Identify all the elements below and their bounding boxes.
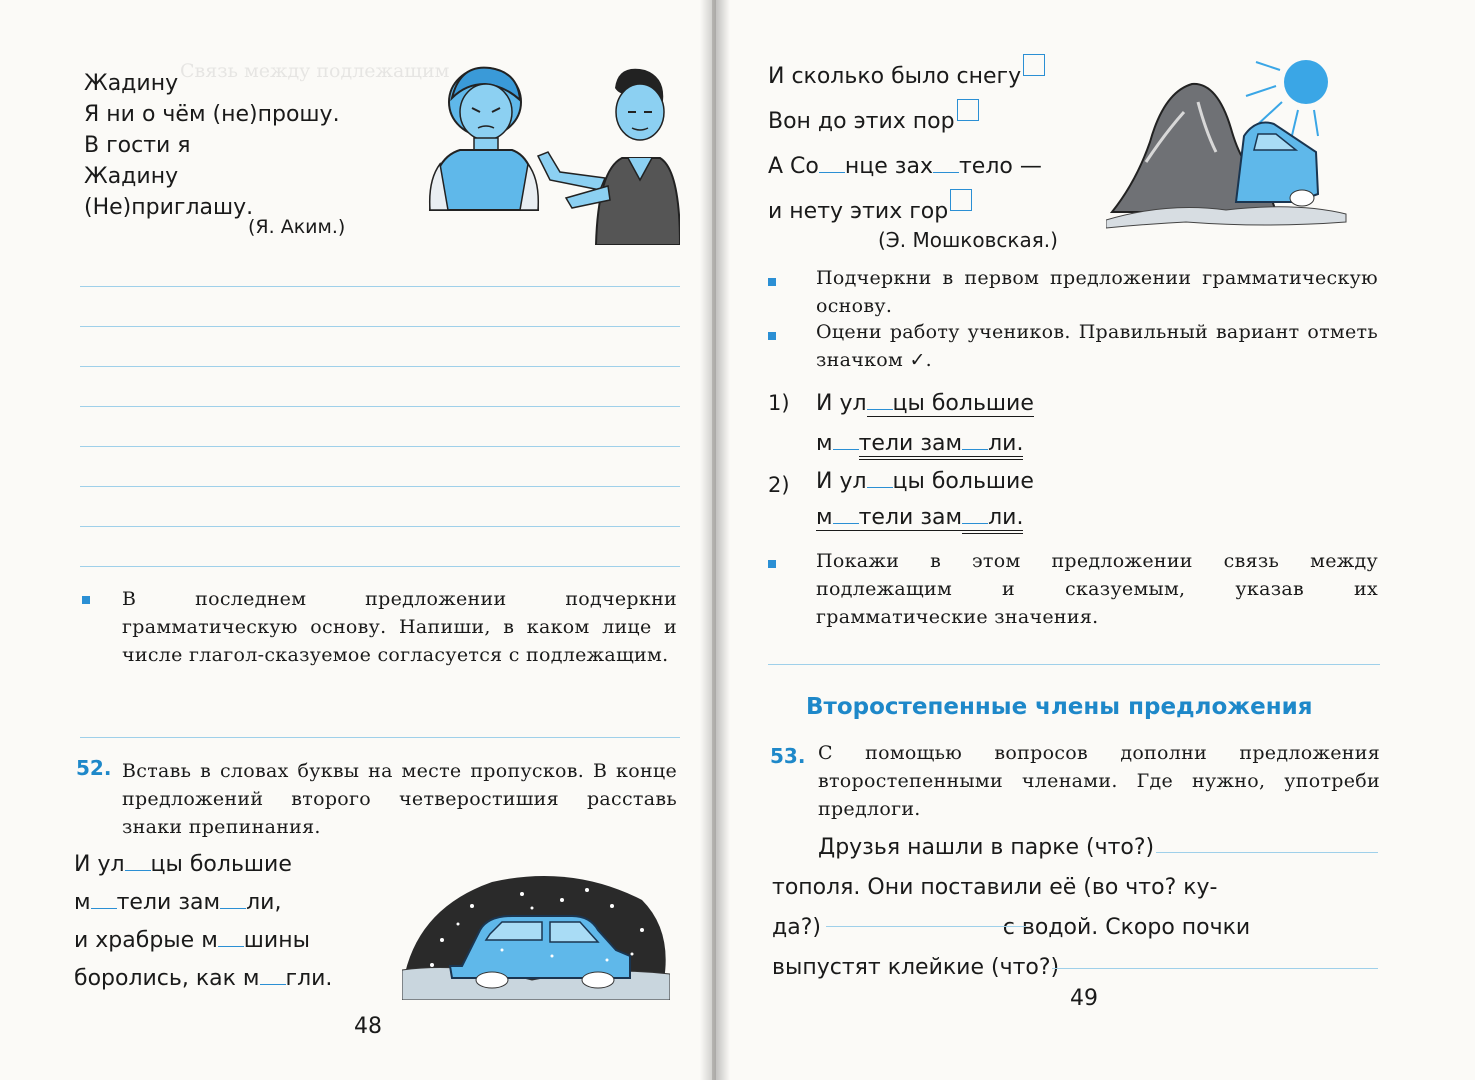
task-show-connection: Покажи в этом предложении связь между подлежащим и сказуемым, указав их грамматические значения. (816, 550, 1378, 628)
exercise-52-text: Вставь в словах буквы на месте пропусков. В конце предложений второго четверостишия расставь знаки препинания. (122, 760, 677, 838)
letter-gap[interactable] (218, 924, 244, 947)
answer-line[interactable] (826, 926, 1026, 927)
task-bullet (768, 278, 776, 286)
letter-gap[interactable] (260, 962, 286, 985)
writing-line[interactable] (80, 486, 680, 487)
bleed-through-text: Связь между подлежащим (180, 60, 450, 82)
right-page (716, 0, 1475, 1080)
page-number: 49 (1070, 986, 1098, 1011)
letter-gap (962, 501, 988, 524)
letter-gap (833, 427, 859, 450)
punctuation-box[interactable] (957, 99, 979, 121)
letter-gap (867, 465, 893, 488)
punctuation-box[interactable] (950, 189, 972, 211)
task-underline-basis: Подчеркни в первом предложении грамматическую основу. (816, 267, 1378, 317)
car-in-snow-illustration (402, 870, 670, 1000)
writing-line[interactable] (80, 737, 680, 738)
task-last-sentence: В последнем предложении подчеркни грамматическую основу. Напиши, в каком лице и числе глагол-сказуемое согласуется с подлежащим. (122, 588, 677, 666)
ex53-line: тополя. Они поставили её (во что? ку- (772, 875, 1218, 900)
poem-line: боролись, как м гли. (74, 960, 332, 998)
poem-line: А Со нце зах тело — (768, 144, 1045, 189)
writing-line[interactable] (80, 526, 680, 527)
poem-line: и нету этих гор (768, 189, 1045, 234)
writing-line[interactable] (80, 326, 680, 327)
poem-line: Вон до этих пор (768, 99, 1045, 144)
variant-line: м тели зам ли. (816, 500, 1034, 536)
page-number: 48 (354, 1014, 382, 1039)
writing-line[interactable] (80, 566, 680, 567)
variant-2-number: 2) (768, 473, 790, 497)
poem-block (84, 70, 340, 225)
writing-line[interactable] (80, 366, 680, 367)
letter-gap[interactable] (819, 150, 845, 173)
variant-1[interactable] (816, 384, 1034, 464)
section-title: Второстепенные члены предложения (806, 694, 1313, 720)
poem-line: Жадину (84, 164, 179, 189)
ex53-line: да?) с водой. Скоро почки (772, 915, 1251, 940)
writing-line[interactable] (80, 406, 680, 407)
ex53-line: выпустят клейкие (что?) (772, 955, 1060, 980)
poem-line: И ул цы большие (74, 846, 332, 884)
poem-author: (Я. Аким.) (248, 216, 346, 238)
ex53-line: Друзья нашли в парке (что?) (818, 835, 1155, 860)
exercise-53-text: С помощью вопросов дополни предложения второстепенными членами. Где нужно, употреби предлоги. (818, 742, 1380, 820)
poem-line: м тели зам ли, (74, 884, 332, 922)
letter-gap[interactable] (933, 150, 959, 173)
letter-gap (962, 427, 988, 450)
poem-author: (Э. Мошковская.) (878, 228, 1058, 252)
letter-gap (833, 501, 859, 524)
exercise-52-number: 52. (76, 756, 112, 780)
answer-line[interactable] (1156, 852, 1378, 853)
sun-mountain-car-illustration (1106, 52, 1396, 252)
task-evaluate-students: Оцени работу учеников. Правильный вариант отметь значком ✓. (816, 321, 1378, 371)
variant-line: И ул цы большие (816, 464, 1034, 500)
variant-1-number: 1) (768, 391, 790, 415)
letter-gap[interactable] (125, 848, 151, 871)
writing-line[interactable] (80, 446, 680, 447)
letter-gap[interactable] (91, 886, 117, 909)
poem-line: В гости я (84, 133, 191, 158)
task-bullet (768, 560, 776, 568)
answer-line[interactable] (1052, 968, 1378, 969)
poem-line: Я ни о чём (не)прошу. (84, 102, 340, 127)
letter-gap (867, 387, 893, 410)
poem-line: и храбрые м шины (74, 922, 332, 960)
task-bullet (82, 596, 90, 604)
left-page (0, 0, 712, 1080)
variant-line: И ул цы большие (816, 384, 1034, 424)
exercise-53-number: 53. (770, 744, 806, 768)
letter-gap[interactable] (220, 886, 246, 909)
exercise-52-poem (74, 846, 332, 998)
writing-line[interactable] (768, 664, 1380, 665)
variant-2[interactable] (816, 464, 1034, 536)
task-bullet (768, 332, 776, 340)
variant-line: м тели зам ли. (816, 424, 1034, 464)
poem-line: Жадину (84, 71, 179, 96)
boys-illustration (400, 60, 680, 245)
writing-line[interactable] (80, 286, 680, 287)
punctuation-box[interactable] (1023, 54, 1045, 76)
poem-line: И сколько было снегу (768, 54, 1045, 99)
poem-block (768, 54, 1045, 234)
poem-line: (Не)приглашу. (84, 195, 254, 220)
